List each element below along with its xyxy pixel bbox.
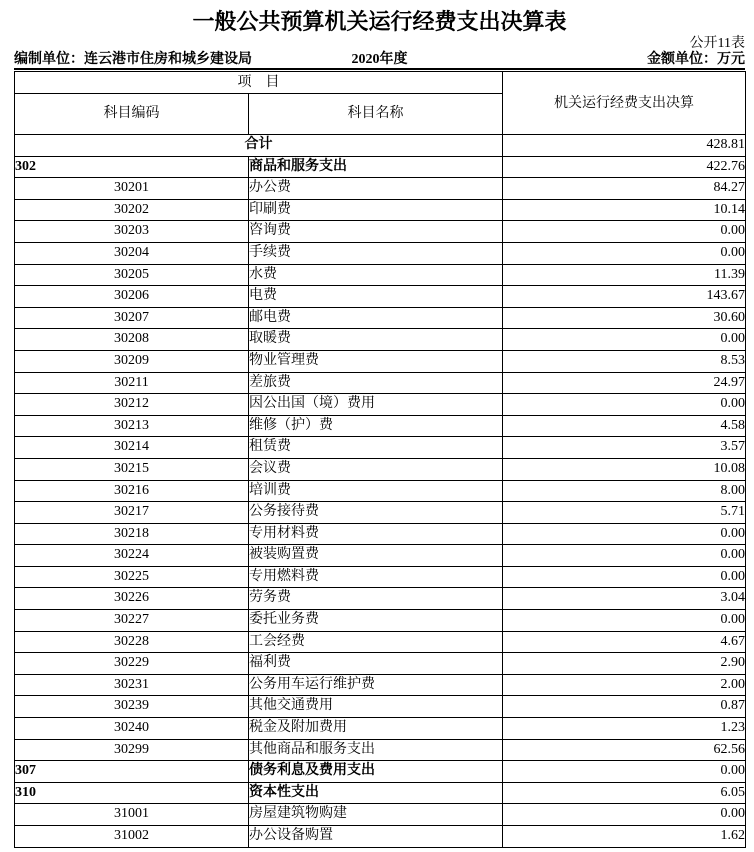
subject-code-cell: 30226 — [15, 588, 249, 610]
header-name-cell: 科目名称 — [249, 94, 503, 135]
subject-value-cell: 3.57 — [503, 437, 746, 459]
subject-name-cell: 专用材料费 — [249, 523, 503, 545]
table-row — [15, 329, 746, 351]
table-row — [15, 653, 746, 675]
table-row — [15, 437, 746, 459]
subject-name-cell: 房屋建筑物购建 — [249, 804, 503, 826]
subject-name-cell: 印刷费 — [249, 199, 503, 221]
table-row — [15, 307, 746, 329]
subject-name-cell: 其他商品和服务支出 — [249, 739, 503, 761]
subject-code-cell: 30229 — [15, 653, 249, 675]
subject-value-cell: 0.00 — [503, 545, 746, 567]
fiscal-year-label: 2020年度 — [351, 52, 408, 67]
subject-value-cell: 62.56 — [503, 739, 746, 761]
table-row — [15, 502, 746, 524]
table-row — [15, 458, 746, 480]
total-value-cell: 428.81 — [503, 135, 746, 157]
subject-name-cell: 维修（护）费 — [249, 415, 503, 437]
subject-name-cell: 因公出国（境）费用 — [249, 394, 503, 416]
subject-value-cell: 0.87 — [503, 696, 746, 718]
table-row — [15, 761, 746, 783]
subject-code-cell: 30216 — [15, 480, 249, 502]
table-row — [15, 264, 746, 286]
page-title: 一般公共预算机关运行经费支出决算表 — [192, 9, 567, 34]
meta-row — [14, 52, 745, 70]
subject-name-cell: 电费 — [249, 286, 503, 308]
header-project-cell: 项 目 — [15, 72, 503, 94]
budget-table — [14, 71, 746, 848]
subject-value-cell: 0.00 — [503, 394, 746, 416]
table-row — [15, 156, 746, 178]
subject-code-cell: 30299 — [15, 739, 249, 761]
header-value-column-cell: 机关运行经费支出决算 — [503, 72, 746, 135]
subject-name-cell: 福利费 — [249, 653, 503, 675]
subject-name-cell: 其他交通费用 — [249, 696, 503, 718]
subject-code-cell: 30212 — [15, 394, 249, 416]
subject-value-cell: 0.00 — [503, 242, 746, 264]
header-row-project — [15, 72, 746, 94]
subject-value-cell: 0.00 — [503, 761, 746, 783]
subject-name-cell: 会议费 — [249, 458, 503, 480]
prepared-by-label: 编制单位：连云港市住房和城乡建设局 — [14, 52, 252, 67]
subject-name-cell: 劳务费 — [249, 588, 503, 610]
subject-name-cell: 水费 — [249, 264, 503, 286]
subject-value-cell: 8.00 — [503, 480, 746, 502]
subject-value-cell: 4.58 — [503, 415, 746, 437]
subject-value-cell: 0.00 — [503, 523, 746, 545]
subject-value-cell: 0.00 — [503, 610, 746, 632]
subject-value-cell: 422.76 — [503, 156, 746, 178]
subject-value-cell: 30.60 — [503, 307, 746, 329]
table-row — [15, 718, 746, 740]
subject-value-cell: 2.90 — [503, 653, 746, 675]
table-row — [15, 221, 746, 243]
subject-name-cell: 物业管理费 — [249, 350, 503, 372]
subject-code-cell: 30215 — [15, 458, 249, 480]
subject-code-cell: 30206 — [15, 286, 249, 308]
subject-value-cell: 5.71 — [503, 502, 746, 524]
subject-name-cell: 差旅费 — [249, 372, 503, 394]
table-row — [15, 826, 746, 848]
table-row — [15, 696, 746, 718]
table-row — [15, 674, 746, 696]
subject-code-cell: 30224 — [15, 545, 249, 567]
table-row — [15, 480, 746, 502]
subject-code-cell: 30201 — [15, 178, 249, 200]
subject-code-cell: 307 — [15, 761, 249, 783]
subject-value-cell: 0.00 — [503, 221, 746, 243]
table-header — [15, 72, 746, 135]
subject-name-cell: 商品和服务支出 — [249, 156, 503, 178]
subject-code-cell: 30240 — [15, 718, 249, 740]
table-row — [15, 588, 746, 610]
subject-value-cell: 143.67 — [503, 286, 746, 308]
subject-code-cell: 30227 — [15, 610, 249, 632]
subject-code-cell: 30211 — [15, 372, 249, 394]
subject-name-cell: 办公设备购置 — [249, 826, 503, 848]
subject-code-cell: 30204 — [15, 242, 249, 264]
table-row — [15, 610, 746, 632]
subject-code-cell: 30218 — [15, 523, 249, 545]
subject-value-cell: 11.39 — [503, 264, 746, 286]
subject-code-cell: 302 — [15, 156, 249, 178]
table-row — [15, 782, 746, 804]
table-row — [15, 286, 746, 308]
total-label-cell: 合计 — [15, 135, 503, 157]
subject-value-cell: 0.00 — [503, 566, 746, 588]
subject-name-cell: 工会经费 — [249, 631, 503, 653]
total-row — [15, 135, 746, 157]
subject-code-cell: 30239 — [15, 696, 249, 718]
subject-name-cell: 债务利息及费用支出 — [249, 761, 503, 783]
subject-name-cell: 专用燃料费 — [249, 566, 503, 588]
subject-name-cell: 资本性支出 — [249, 782, 503, 804]
subject-code-cell: 310 — [15, 782, 249, 804]
subject-code-cell: 30213 — [15, 415, 249, 437]
subject-name-cell: 手续费 — [249, 242, 503, 264]
table-row — [15, 545, 746, 567]
subject-name-cell: 公务接待费 — [249, 502, 503, 524]
subject-code-cell: 30203 — [15, 221, 249, 243]
subject-code-cell: 31001 — [15, 804, 249, 826]
subject-value-cell: 0.00 — [503, 804, 746, 826]
subject-value-cell: 1.23 — [503, 718, 746, 740]
table-row — [15, 242, 746, 264]
subject-code-cell: 30228 — [15, 631, 249, 653]
subject-code-cell: 31002 — [15, 826, 249, 848]
header-code-cell: 科目编码 — [15, 94, 249, 135]
subject-name-cell: 邮电费 — [249, 307, 503, 329]
subject-value-cell: 2.00 — [503, 674, 746, 696]
subject-name-cell: 被装购置费 — [249, 545, 503, 567]
amount-unit-label: 金额单位：万元 — [647, 52, 745, 67]
subject-code-cell: 30209 — [15, 350, 249, 372]
table-row — [15, 804, 746, 826]
table-row — [15, 372, 746, 394]
table-row — [15, 631, 746, 653]
table-row — [15, 739, 746, 761]
subject-value-cell: 10.14 — [503, 199, 746, 221]
subject-value-cell: 4.67 — [503, 631, 746, 653]
table-row — [15, 415, 746, 437]
subject-value-cell: 8.53 — [503, 350, 746, 372]
subject-code-cell: 30208 — [15, 329, 249, 351]
subject-value-cell: 6.05 — [503, 782, 746, 804]
table-row — [15, 566, 746, 588]
subject-name-cell: 委托业务费 — [249, 610, 503, 632]
subject-code-cell: 30202 — [15, 199, 249, 221]
subject-value-cell: 10.08 — [503, 458, 746, 480]
table-body — [15, 135, 746, 848]
subject-code-cell: 30207 — [15, 307, 249, 329]
table-row — [15, 523, 746, 545]
subject-name-cell: 咨询费 — [249, 221, 503, 243]
subject-code-cell: 30231 — [15, 674, 249, 696]
subject-name-cell: 租赁费 — [249, 437, 503, 459]
subject-code-cell: 30225 — [15, 566, 249, 588]
subject-code-cell: 30205 — [15, 264, 249, 286]
table-number: 公开11表 — [689, 36, 745, 51]
table-row — [15, 394, 746, 416]
table-row — [15, 199, 746, 221]
subject-value-cell: 24.97 — [503, 372, 746, 394]
subject-value-cell: 1.62 — [503, 826, 746, 848]
table-row — [15, 350, 746, 372]
subject-value-cell: 84.27 — [503, 178, 746, 200]
subject-code-cell: 30217 — [15, 502, 249, 524]
subject-name-cell: 税金及附加费用 — [249, 718, 503, 740]
subject-name-cell: 取暖费 — [249, 329, 503, 351]
subject-name-cell: 培训费 — [249, 480, 503, 502]
subject-value-cell: 3.04 — [503, 588, 746, 610]
table-row — [15, 178, 746, 200]
subject-code-cell: 30214 — [15, 437, 249, 459]
subject-name-cell: 办公费 — [249, 178, 503, 200]
subject-name-cell: 公务用车运行维护费 — [249, 674, 503, 696]
page — [14, 0, 745, 848]
subject-value-cell: 0.00 — [503, 329, 746, 351]
